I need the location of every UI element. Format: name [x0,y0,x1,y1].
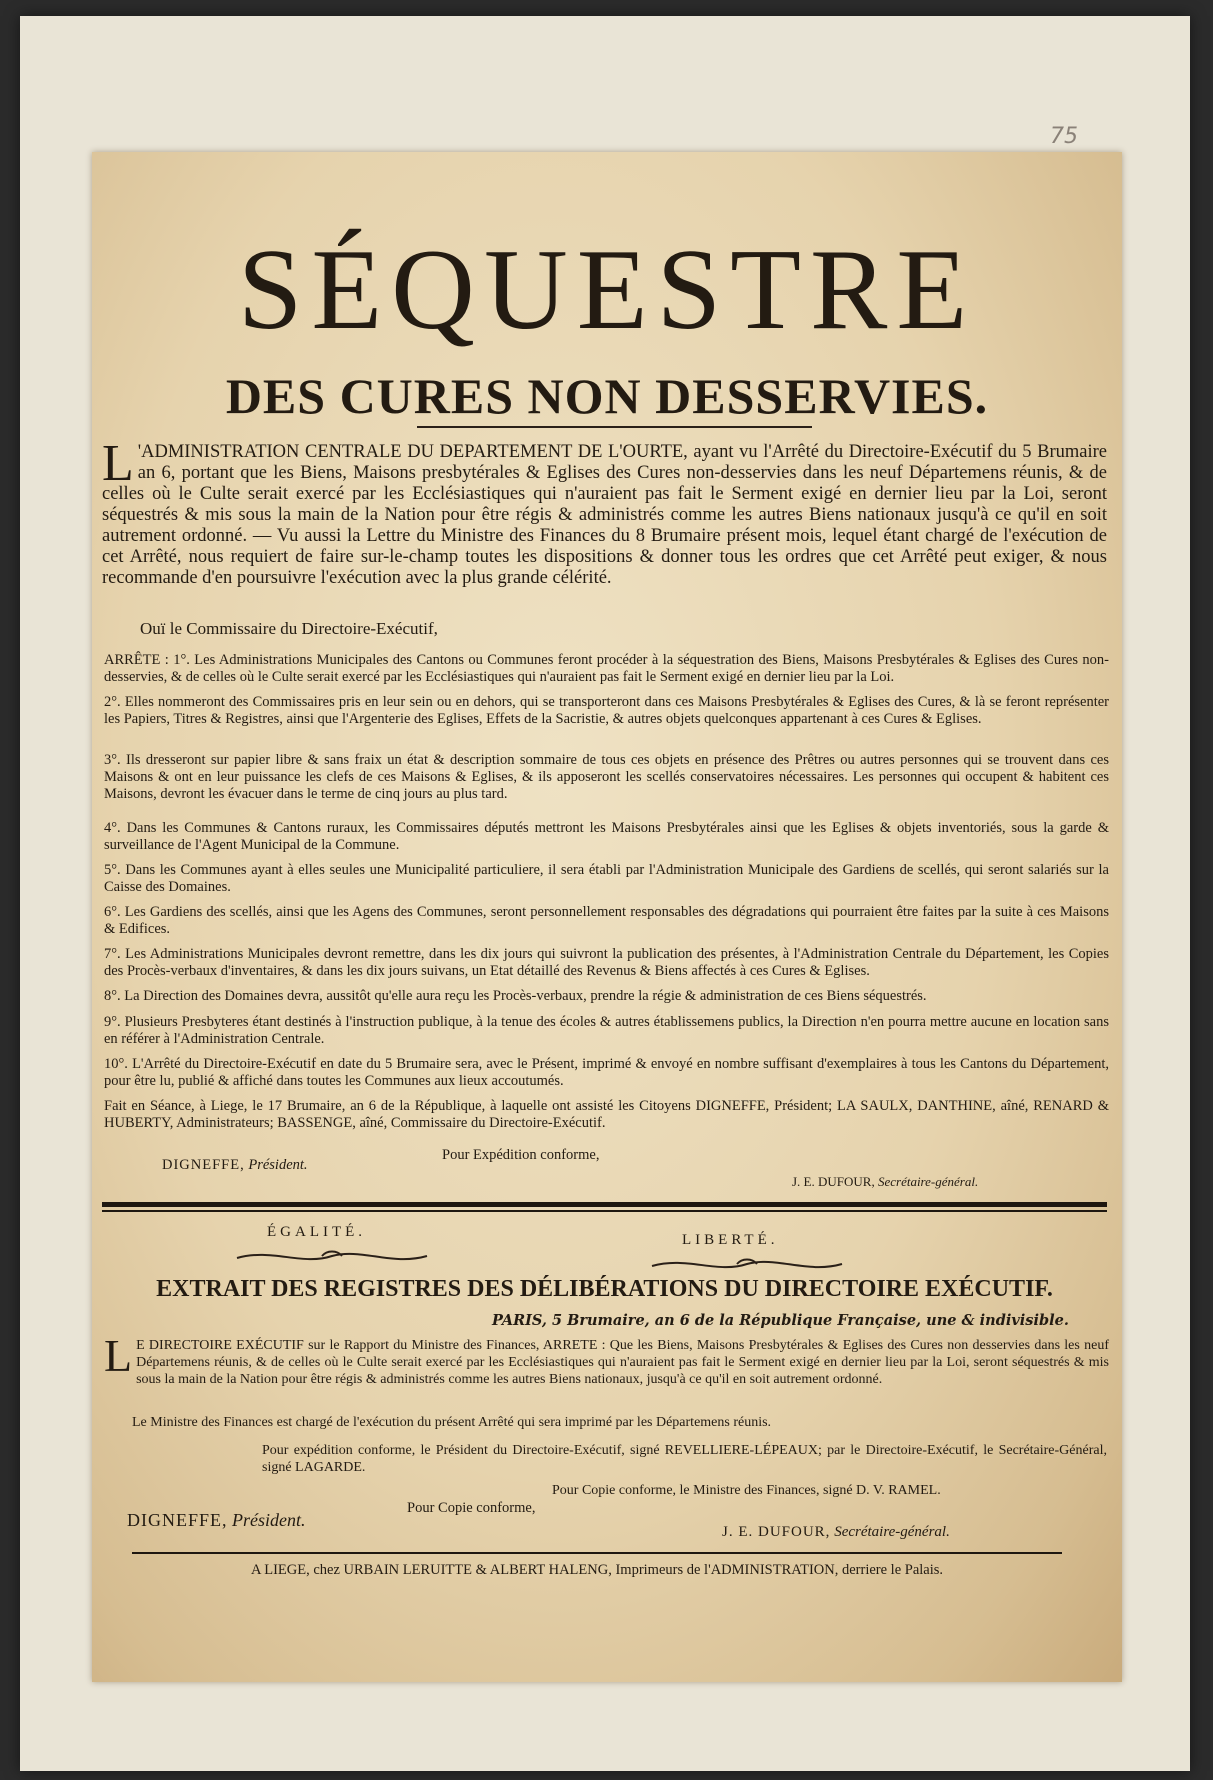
motto-egalite: ÉGALITÉ. [267,1224,367,1240]
sign1-left [162,1157,308,1174]
separator-thick [102,1202,1107,1207]
intro-text: 'ADMINISTRATION CENTRALE DU DEPARTEMENT DE L'OURTE, ayant vu l'Arrêté du Directoire-Exécutif du 5 Brumaire an 6, portant que les Biens, Maisons presbytérales & Eglises des Cures non-desservies dans les neuf Départemens réunis, & de celles où le Culte serait exercé par les Ecclésiastiques qui n'auraient pas fait le Serment exigé en dernier lieu par la Loi, seront séquestrés & mis sous la main de la Nation pour être régis & administrés comme les autres Biens nationaux jusqu'à ce qu'il en soit autrement ordonné. — Vu aussi la Lettre du Ministre des Finances du 8 Brumaire présent mois, lequel étant chargé de l'exécution de cet Arrêté, nous requiert de faire sur-le-champ toutes les dispositions & donner tous les ordres que cet Arrêté peut exiger, & nous recommande d'en poursuivre l'exécution avec la plus grande célérité. [102,442,1107,588]
article-3: 3°. Ils dresseront sur papier libre & sans fraix un état & description sommaire de tous ces objets en présence des Prêtres ou autres personnes qui se trouvent dans ces Maisons & ont en leur puissance les clefs de ces Maisons & Eglises, & ils apposeront les scellés conservatoires nécessaires. Les personnes qui occupent & habitent ces Maisons, devront les évacuer dans le terme de cinq jours au plus tard. [104,752,1109,802]
extrait-title: EXTRAIT DES REGISTRES DES DÉLIBÉRATIONS DU DIRECTOIRE EXÉCUTIF. [156,1276,1053,1302]
sign1-left-name: DIGNEFFE, [162,1157,245,1173]
article-9: 9°. Plusieurs Presbyteres étant destinés à l'instruction publique, à la tenue des écoles & autres établissemens publics, la Direction n'en pourra mettre aucune en location sans en référer à l'Administration Centrale. [104,1014,1109,1047]
dateline: PARIS, 5 Brumaire, an 6 de la République Française, une & indivisible. [492,1312,1069,1329]
article-1: ARRÊTE : 1°. Les Administrations Municipales des Cantons ou Communes feront procéder à la séquestration des Biens, Maisons Presbytérales & Eglises des Cures non-desservies, & de celles où le Culte serait exercé par les Ecclésiastiques qui n'auraient pas fait le Serment exigé en dernier lieu par la Loi. [104,652,1109,685]
article-4: 4°. Dans les Communes & Cantons ruraux, les Commissaires députés mettront les Maisons Presbytérales ainsi que les Eglises & objets inventoriés, sous la garde & surveillance de l'Agent Municipal de la Commune. [104,820,1109,853]
poster-sheet [92,152,1122,1682]
sign2-right [722,1524,950,1541]
article-7: 7°. Les Administrations Municipales devront remettre, dans les dix jours qui suivront la publication des présentes, à l'Administration Centrale du Département, les Copies des Procès-verbaux d'inventaires, & dans les dix jours suivans, un Etat détaillé des Revenus & Biens affectés à ces Cures & Eglises. [104,946,1109,979]
decree-text: E DIRECTOIRE EXÉCUTIF sur le Rapport du Ministre des Finances, ARRETE : Que les Biens, Maisons Presbytérales & Eglises des Cures non desservies dans les neuf Départemens réunis, & de celles où le Culte serait exercé par les Ecclésiastiques qui n'auraient pas fait le Serment exigé en dernier lieu par la Loi, seront séquestrés & mis sous la main de la Nation pour être régis & administrés comme les autres Biens nationaux, jusqu'à ce qu'il en soit autrement ordonné. [136,1338,1109,1387]
imprint: A LIEGE, chez URBAIN LERUITTE & ALBERT HALENG, Imprimeurs de l'ADMINISTRATION, derriere le Palais. [250,1562,944,1578]
motto-liberte: LIBERTÉ. [682,1232,779,1248]
intro-dropcap: L [102,435,134,492]
article-5: 5°. Dans les Communes ayant à elles seules une Municipalité particuliere, il sera établi par l'Administration Municipale des Gardiens de scellés, qui seront salariés sur la Caisse des Domaines. [104,862,1109,895]
archive-number: 75 [1050,124,1078,149]
oui-line: Ouï le Commissaire du Directoire-Exécutif, [140,619,438,638]
separator-thin [102,1210,1107,1212]
sign1-center: Pour Expédition conforme, [442,1147,600,1163]
decree-line2: Le Ministre des Finances est chargé de l'exécution du présent Arrêté qui sera imprimé par les Départemens réunis. [132,1415,772,1430]
poster-subtitle: DES CURES NON DESSERVIES. [225,368,989,424]
decree-dropcap: L [104,1330,133,1381]
article-8: 8°. La Direction des Domaines devra, aussitôt qu'elle aura reçu les Procès-verbaux, prendre la régie & administration de ces Biens séquestrés. [104,988,927,1004]
decree-paragraph [104,1330,1109,1388]
sign2-center: Pour Copie conforme, [407,1500,536,1516]
sign2-left [127,1510,306,1531]
sign1-left-title: Président. [248,1157,308,1173]
article-2: 2°. Elles nommeront des Commissaires pris en leur sein ou en dehors, qui se transporteront dans ces Maisons Presbytérales & Eglises des Cures, & là se feront représenter les Papiers, Titres & Registres, ainsi que l'Argenterie des Eglises, Effets de la Sacristie, & autres objets quelconques appartenant à ces Cures & Eglises. [104,694,1109,727]
flourish-left-icon [232,1244,432,1268]
fait-en-seance: Fait en Séance, à Liege, le 17 Brumaire, an 6 de la République, à laquelle ont assisté les Citoyens DIGNEFFE, Président; LA SAULX, DANTHINE, aîné, RENARD & HUBERTY, Administrateurs; BASSENGE, aîné, Commissaire du Directoire-Exécutif. [104,1098,1109,1131]
sign1-right-name: J. E. DUFOUR, [792,1174,875,1189]
sign2-right-name: J. E. DUFOUR, [722,1524,831,1540]
imprint-rule [132,1552,1062,1554]
sign1-right [792,1174,978,1190]
sign2-right-title: Secrétaire-général. [834,1524,950,1540]
decree-line3: Pour expédition conforme, le Président du Directoire-Exécutif, signé REVELLIERE-LÉPEAUX; par le Directoire-Exécutif, le Secrétaire-Général, signé LAGARDE. [262,1443,1107,1475]
decree-line4: Pour Copie conforme, le Ministre des Finances, signé D. V. RAMEL. [552,1483,941,1498]
article-6: 6°. Les Gardiens des scellés, ainsi que les Agens des Communes, seront personnellement responsables des dégradations qui pourraient être faites par la suite à ces Maisons & Edifices. [104,904,1109,937]
intro-paragraph [102,435,1107,589]
title-rule [417,426,812,428]
sign1-right-title: Secrétaire-général. [877,1174,979,1189]
poster-title: SÉQUESTRE [237,226,977,354]
sign2-left-name: DIGNEFFE, [127,1510,228,1530]
flourish-right-icon [647,1252,847,1276]
article-10: 10°. L'Arrêté du Directoire-Exécutif en date du 5 Brumaire sera, avec le Présent, imprimé & envoyé en nombre suffisant d'exemplaires à tous les Cantons du Département, pour être lu, publié & affiché dans toutes les Communes aux lieux accoutumés. [104,1056,1109,1089]
sign2-left-title: Président. [232,1510,306,1530]
